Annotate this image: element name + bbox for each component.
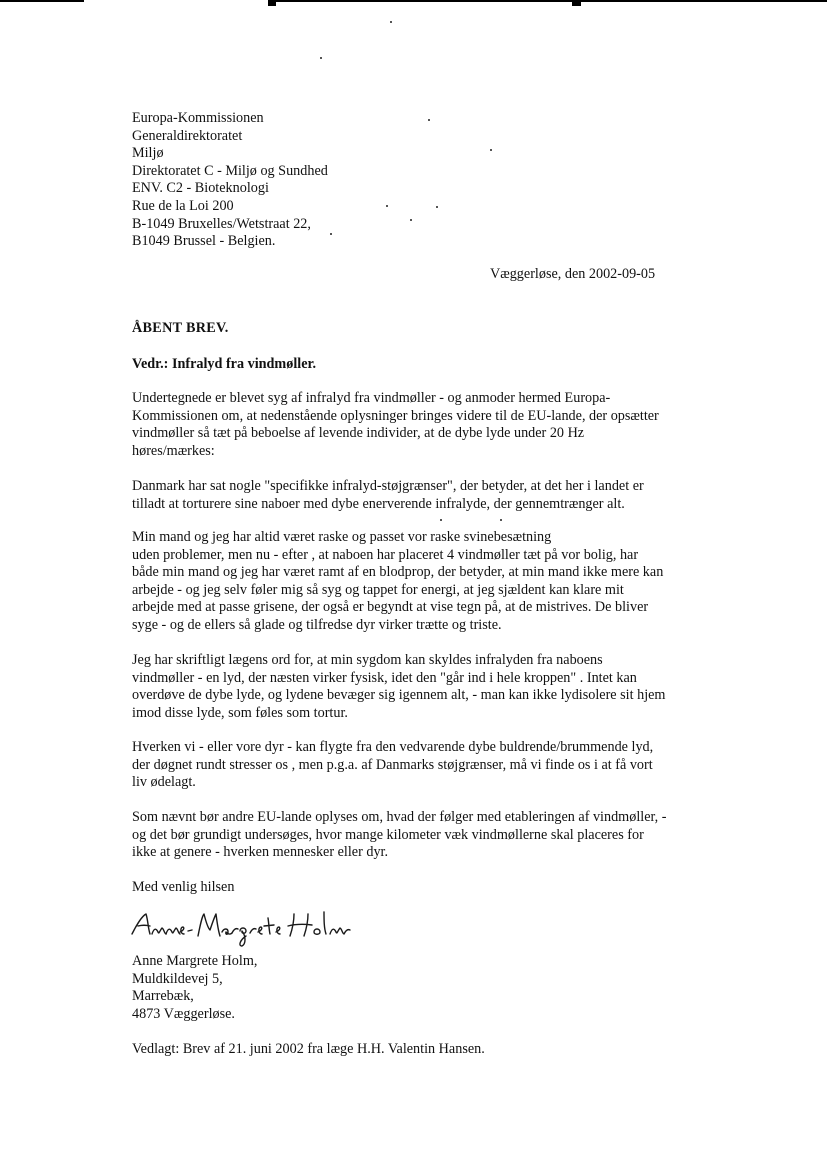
paragraph-line: overdøve de dybe lyde, og lydene bevæger sig igennem alt, - man kan ikke lydisolere sit hjem [132,687,666,704]
paragraph-line: Jeg har skriftligt lægens ord for, at min sygdom kan skyldes infralyden fra naboens [132,652,603,668]
sender-line: 4873 Væggerløse. [132,1005,235,1022]
paragraph-line: høres/mærkes: [132,442,215,459]
handwritten-signature [128,902,358,950]
address-line: B-1049 Bruxelles/Wetstraat 22, [132,215,311,232]
paragraph-line: imod disse lyde, som føles som tortur. [132,704,348,721]
paragraph-line: tilladt at torturere sine naboer med dybe enerverende infralyde, der gennemtrænger alt. [132,495,625,512]
paragraph-line: Danmark har sat nogle "specifikke infralyd-støjgrænser", der betyder, at det her i landet er [132,478,644,494]
paragraph-line: Som nævnt bør andre EU-lande oplyses om, hvad der følger med etableringen af vindmøller, - [132,809,667,825]
paragraph-line: arbejde - og jeg selv føler mig så syg og tappet for energi, at jeg sjældent kan klare mit [132,581,624,598]
letter-heading: ÅBENT BREV. [132,320,229,336]
body-paragraph [132,390,732,460]
paragraph-line: syge - og de ellers så glade og tilfredse dyr virker trætte og triste. [132,616,502,633]
body-paragraph [132,478,732,513]
letter-subject: Vedr.: Infralyd fra vindmøller. [132,356,317,372]
sender-address [132,953,732,1023]
address-line: Europa-Kommissionen [132,110,264,126]
paragraph-line: der døgnet rundt stresser os , men p.g.a. af Danmarks støjgrænser, må vi finde os i at få vort [132,756,653,773]
recipient-address [132,110,732,251]
date-line: Væggerløse, den 2002-09-05 [490,266,656,282]
paragraph-line: Min mand og jeg har altid været raske og passet vor raske svinebesætning [132,529,552,545]
body-paragraph [132,652,732,722]
address-line: ENV. C2 - Bioteknologi [132,180,269,197]
body-paragraph [132,809,732,862]
sender-line: Muldkildevej 5, [132,970,223,987]
paragraph-line: liv ødelagt. [132,774,196,791]
scan-speck [320,57,322,59]
paragraph-line: Undertegnede er blevet syg af infralyd fra vindmøller - og anmoder hermed Europa- [132,390,611,406]
paragraph-line: uden problemer, men nu - efter , at naboen har placeret 4 vindmøller tæt på vor bolig, har [132,546,639,563]
paragraph-line: og det bør grundigt undersøges, hvor mange kilometer væk vindmøllerne skal placeres for [132,826,644,843]
body-paragraph [132,739,732,792]
enclosure-note: Vedlagt: Brev af 21. juni 2002 fra læge H.H. Valentin Hansen. [132,1041,485,1057]
paragraph-line: vindmøller - en lyd, der næsten virker fysisk, idet den "går ind i hele kroppen" . Intet kan [132,669,637,686]
address-line: Rue de la Loi 200 [132,197,234,214]
scan-edge-artifact [0,0,827,6]
address-line: B1049 Brussel - Belgien. [132,233,276,250]
paragraph-line: både min mand og jeg har været ramt af en blodprop, der betyder, at min mand ikke mere kan [132,564,664,581]
body-paragraph [132,529,732,635]
address-line: Generaldirektoratet [132,127,243,144]
address-line: Miljø [132,145,164,162]
sender-line: Marrebæk, [132,988,194,1005]
paragraph-line: Hverken vi - eller vore dyr - kan flygte fra den vedvarende dybe buldrende/brummende lyd, [132,739,654,755]
scan-speck [390,21,392,23]
paragraph-line: ikke at genere - hverken mennesker eller dyr. [132,844,389,861]
paragraph-line: arbejde med at passe grisene, der også er begyndt at vise tegn på, at de mistrives. De bliver [132,599,649,616]
closing-salutation: Med venlig hilsen [132,879,235,895]
sender-line: Anne Margrete Holm, [132,953,258,969]
scan-speck [440,519,442,521]
paragraph-line: Kommissionen om, at nedenstående oplysninger bringes videre til de EU-lande, der opsætter [132,407,659,424]
address-line: Direktoratet C - Miljø og Sundhed [132,162,328,179]
paragraph-line: vindmøller så tæt på beboelse af levende individer, at de dybe lyde under 20 Hz [132,425,585,442]
scan-speck [500,519,502,521]
